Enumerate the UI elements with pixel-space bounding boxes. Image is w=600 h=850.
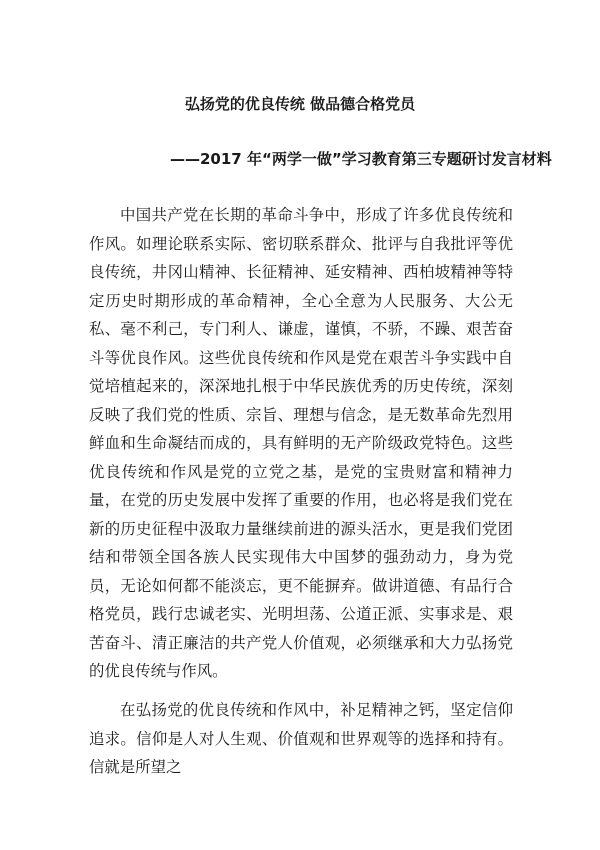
document-title: 弘扬党的优良传统 做品德合格党员: [184, 95, 416, 113]
body-paragraph-1: 中国共产党在长期的革命斗争中，形成了许多优良传统和作风。如理论联系实际、密切联系群众、批评与自我批评等优良传统，井冈山精神、长征精神、延安精神、西柏坡精神等特定历史时期形成的革命精神，全心全意为人民服务、大公无私、毫不利己，专门利人、谦虚，谨慎，不骄，不躁、艰苦奋斗等优良作风。这些优良传统和作风是党在艰苦斗争实践中自觉培植起来的，深深地扎根于中华民族优秀的历史传统，深刻反映了我们党的性质、宗旨、理想与信念，是无数革命先烈用鲜血和生命凝结而成的，具有鲜明的无产阶级政党特色。这些优良传统和作风是党的立党之基，是党的宝贵财富和精神力量，在党的历史发展中发挥了重要的作用，也必将是我们党在新的历史征程中汲取力量继续前进的源头活水，更是我们党团结和带领全国各族人民实现伟大中国梦的强劲动力，身为党员，无论如何都不能淡忘，更不能摒弃。做讲道德、有品行合格党员，践行忠诚老实、光明坦荡、公道正派、实事求是、艰苦奋斗、清正廉洁的共产党人价值观，必须继承和大力弘扬党的优良传统与作风。: [89, 206, 513, 680]
document-subtitle: ——2017 年“两学一做”学习教育第三专题研讨发言材料: [170, 150, 552, 168]
body-paragraph-2: 在弘扬党的优良传统和作风中，补足精神之钙，坚定信仰追求。信仰是人对人生观、价值观和世界观等的选择和持有。信就是所望之: [89, 701, 513, 776]
